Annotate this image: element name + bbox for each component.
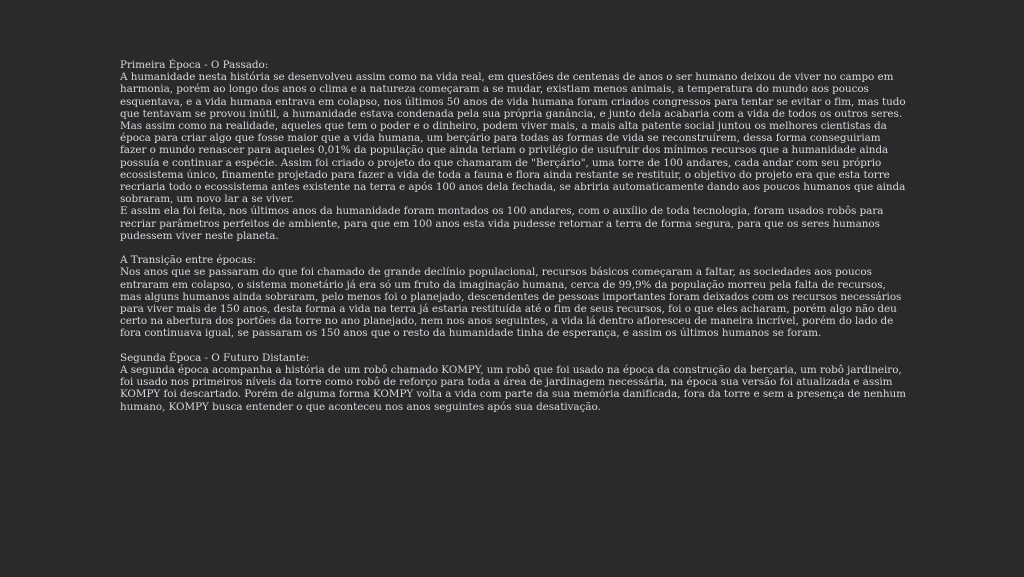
paragraph: E assim ela foi feita, nos últimos anos da humanidade foram montados os 100 andares, com o auxílio de toda tecnologia, foram usados robôs para recriar parâmetros perfeitos de ambiente, para que em 100 anos esta vida pudesse retornar a terra de forma segura, para que os seres humanos pudessem viver neste planeta. (120, 205, 884, 242)
paragraph: Nos anos que se passaram do que foi chamado de grande declínio populacional, recursos básicos começaram a faltar, as sociedades aos poucos entraram em colapso, o sistema monetário já era só um fruto da imaginação humana, cerca de 99,9% da população morreu pela falta de recursos, mas alguns humanos ainda sobraram, pelo menos foi o planejado, descendentes de pessoas importantes foram deixados com os recursos necessários para viver mais de 150 anos, desta forma a vida na terra já estaria restituída até o fim de seus recursos, foi o que eles acharam, porém algo não deu certo na abertura dos portões da torre no ano planejado, nem nos anos seguintes, a vida lá dentro afloresceu de maneira incrível, porém do lado de fora continuava igual, se passaram os 150 anos que o resto da humanidade tinha de esperança, e assim os últimos humanos se foram. (120, 266, 902, 340)
section-transition (120, 254, 910, 339)
section-past (120, 59, 910, 242)
section-future (120, 352, 910, 413)
paragraph: A segunda época acompanha a história de um robô chamado KOMPY, um robô que foi usado na época da construção da berçaria, um robô jardineiro, foi usado nos primeiros níveis da torre como robô de reforço para toda a área de jardinagem necessária, na época sua versão foi atualizada e assim KOMPY foi descartado. Porém de alguma forma KOMPY volta a vida com parte da sua memória danificada, fora da torre e sem a presença de nenhum humano, KOMPY busca entender o que aconteceu nos anos seguintes após sua desativação. (120, 364, 906, 413)
section-title: Primeira Época - O Passado: (120, 59, 269, 71)
story-text (120, 59, 910, 413)
section-title: A Transição entre épocas: (120, 254, 256, 267)
paragraph: Mas assim como na realidade, aqueles que tem o poder e o dinheiro, podem viver mais, a mais alta patente social juntou os melhores cientistas da época para criar algo que fosse maior que a vida humana, um berçário para todas as formas de vida se reconstruírem, dessa forma conseguiriam fazer o mundo renascer para aqueles 0,01% da população que ainda teriam o privilégio de usufruir dos mínimos recursos que a humanidade ainda possuía e continuar a espécie. Assim foi criado o projeto do que chamaram de "Berçário", uma torre de 100 andares, cada andar com seu próprio ecossistema único, finamente projetado para fazer a vida de toda a fauna e flora ainda restante se restituir, o objetivo do projeto era que esta torre recriaria todo o ecossistema antes existente na terra e após 100 anos dela fechada, se abriria automaticamente dando aos poucos humanos que ainda sobraram, um novo lar a se viver. (120, 120, 906, 206)
section-title: Segunda Época - O Futuro Distante: (120, 351, 310, 364)
paragraph: A humanidade nesta história se desenvolveu assim como na vida real, em questões de centenas de anos o ser humano deixou de viver no campo em harmonia, porém ao longo dos anos o clima e a natureza começaram a se mudar, existiam menos animais, a temperatura do mundo aos poucos esquentava, e a vida humana entrava em colapso, nos últimos 50 anos de vida humana foram criados congressos para tentar se evitar o fim, mas tudo que tentavam se provou inútil, a humanidade estava condenada pela sua própria ganância, e junto dela acabaria com a vida de todos os outros seres. (120, 71, 906, 120)
